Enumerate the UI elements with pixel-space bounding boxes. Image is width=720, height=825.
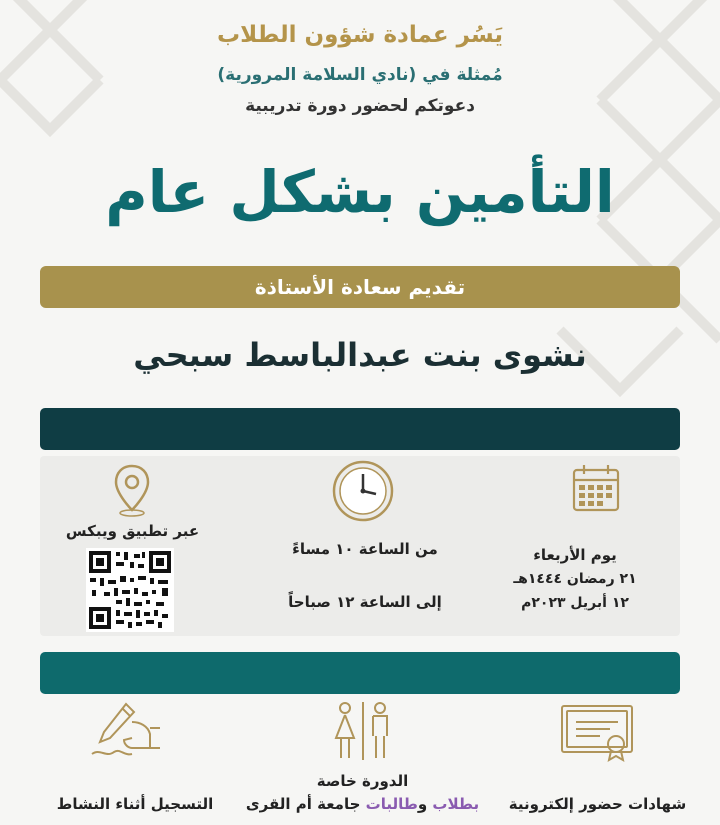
audience-line-2: [240, 795, 485, 813]
date-day: يوم الأربعاء: [533, 546, 617, 564]
time-to: إلى الساعة ١٢ صباحاً: [288, 593, 442, 611]
qr-code[interactable]: [86, 548, 174, 632]
location-text: عبر تطبيق ويبكس: [65, 522, 200, 540]
audience-connector: و: [417, 795, 433, 813]
certificate-icon: [560, 702, 636, 762]
header-line-2: مُمثلة في (نادي السلامة المرورية): [217, 65, 503, 85]
presenter-label: تقديم سعادة الأستاذة: [254, 275, 466, 299]
audience-university: جامعة أم القرى: [245, 795, 366, 813]
male-female-icon: [330, 700, 396, 762]
certificates-text: شهادات حضور إلكترونية: [508, 795, 687, 813]
audience-students-female: طالبات: [365, 795, 418, 813]
time-from: من الساعة ١٠ مساءً: [292, 540, 438, 558]
clock-icon: [330, 458, 396, 524]
date-hijri: ٢١ رمضان ١٤٤٤هـ: [513, 571, 637, 587]
header-line-3: دعوتكم لحضور دورة تدريبية: [245, 96, 475, 116]
calendar-icon: [570, 462, 622, 514]
location-pin-icon: [112, 462, 152, 518]
teal-divider-bar: [40, 652, 680, 694]
course-title: التأمين بشكل عام: [105, 158, 615, 226]
header-line-1: يَسُر عمادة شؤون الطلاب: [217, 22, 503, 48]
registration-text: التسجيل أثناء النشاط: [56, 795, 214, 813]
presenter-label-bar: [40, 266, 680, 308]
audience-line-1: الدورة خاصة: [316, 772, 409, 790]
audience-students-male: بطلاب: [432, 795, 480, 813]
date-gregorian: ١٢ أبريل ٢٠٢٣م: [521, 595, 629, 611]
presenter-name: نشوى بنت عبدالباسط سبحي: [133, 336, 587, 374]
signing-hand-icon: [88, 700, 162, 762]
dark-divider-bar: [40, 408, 680, 450]
